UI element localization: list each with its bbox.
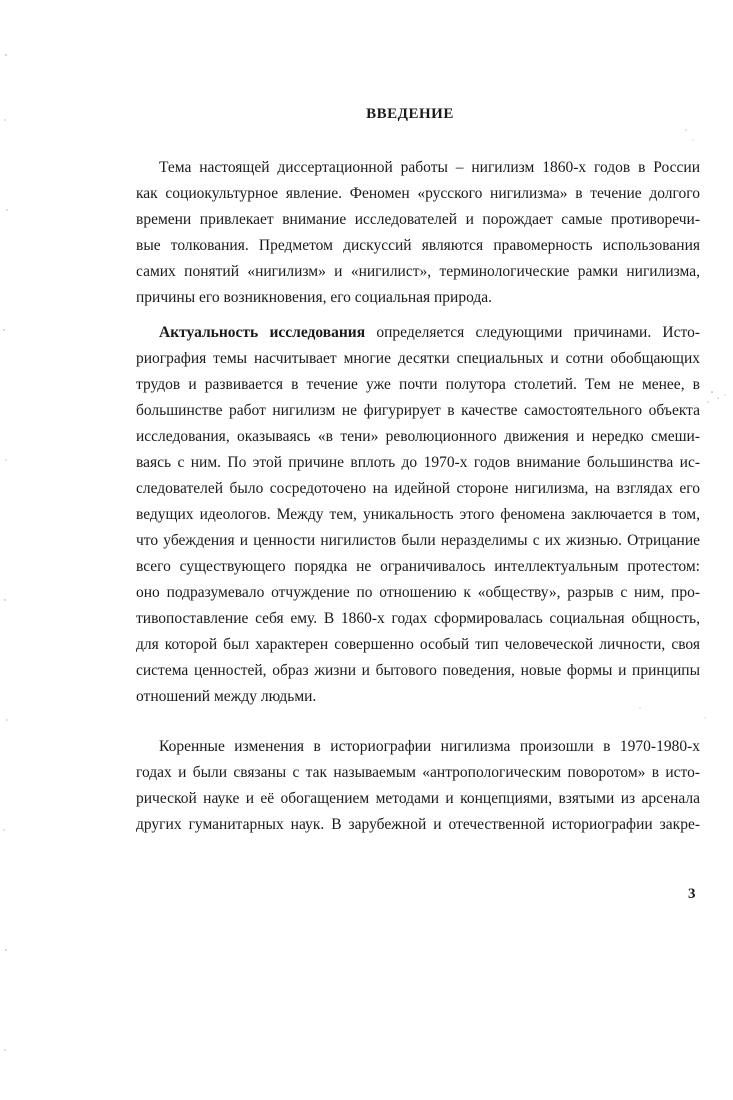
paragraph-2-line-10: всего существующего порядка не ограничивалось интеллектуальным протестом: (136, 558, 700, 575)
page-title: ВВЕДЕНИЕ (366, 106, 454, 122)
paragraph-2-line-1-text: определяется следующими причинами. Исто- (365, 324, 700, 341)
paragraph-2-line-4: большинстве работ нигилизм не фигурирует в качестве самостоятельного объекта (136, 402, 700, 419)
paragraph-2-line-5: исследования, оказываясь «в тени» революционного движения и нередко смеши- (136, 428, 700, 445)
paragraph-3-line-4: других гуманитарных наук. В зарубежной и отечественной историографии закре- (136, 816, 700, 833)
paragraph-3-line-2: годах и были связаны с так называемым «антропологическим поворотом» в исто- (136, 764, 700, 781)
paragraph-1-line-4: вые толкования. Предметом дискуссий являются правомерность использования (136, 237, 700, 254)
paragraph-3-line-3: рической науке и её обогащением методами и концепциями, взятыми из арсенала (136, 790, 700, 807)
paragraph-2-line-7: следователей было сосредоточено на идейной стороне нигилизма, на взглядах его (136, 480, 700, 497)
paragraph-2-line-11: оно подразумевало отчуждение по отношению к «обществу», разрыв с ним, про- (136, 584, 700, 601)
paragraph-2-line-9: что убеждения и ценности нигилистов были неразделимы с их жизнью. Отрицание (136, 532, 700, 549)
paragraph-2-line-6: ваясь с ним. По этой причине вплоть до 1970-х годов внимание большинства ис- (136, 454, 700, 471)
paragraph-1-line-2: как социокультурное явление. Феномен «русского нигилизма» в течение долгого (136, 185, 700, 202)
paragraph-1-line-5: самих понятий «нигилизм» и «нигилист», терминологические рамки нигилизма, (136, 263, 700, 280)
page-number: 3 (688, 886, 696, 902)
paragraph-2-line-14: система ценностей, образ жизни и бытового поведения, новые формы и принципы (136, 662, 700, 679)
paragraph-2-line-12: тивопоставление себя ему. В 1860-х годах сформировалась социальная общность, (136, 610, 700, 627)
paragraph-2-line-1 (159, 322, 700, 344)
paragraph-2-line-8: ведущих идеологов. Между тем, уникальность этого феномена заключается в том, (136, 506, 700, 523)
paragraph-1-line-6: причины его возникновения, его социальная природа. (136, 289, 493, 306)
paragraph-2-line-2: риография темы насчитывает многие десятки специальных и сотни обобщающих (136, 350, 700, 367)
paragraph-2-line-3: трудов и развивается в течение уже почти полутора столетий. Тем не менее, в (136, 376, 700, 393)
paragraph-2-line-15: отношений между людьми. (136, 688, 317, 705)
paragraph-2-lead: Актуальность исследования (159, 324, 366, 341)
paragraph-1-line-3: времени привлекает внимание исследователей и порождает самые противоречи- (136, 211, 700, 228)
paragraph-1-line-1: Тема настоящей диссертационной работы – нигилизм 1860-х годов в России (159, 159, 700, 176)
paragraph-2-line-13: для которой был характерен совершенно особый тип человеческой личности, своя (136, 636, 700, 653)
paragraph-3-line-1: Коренные изменения в историографии нигилизма произошли в 1970-1980-х (159, 738, 700, 755)
